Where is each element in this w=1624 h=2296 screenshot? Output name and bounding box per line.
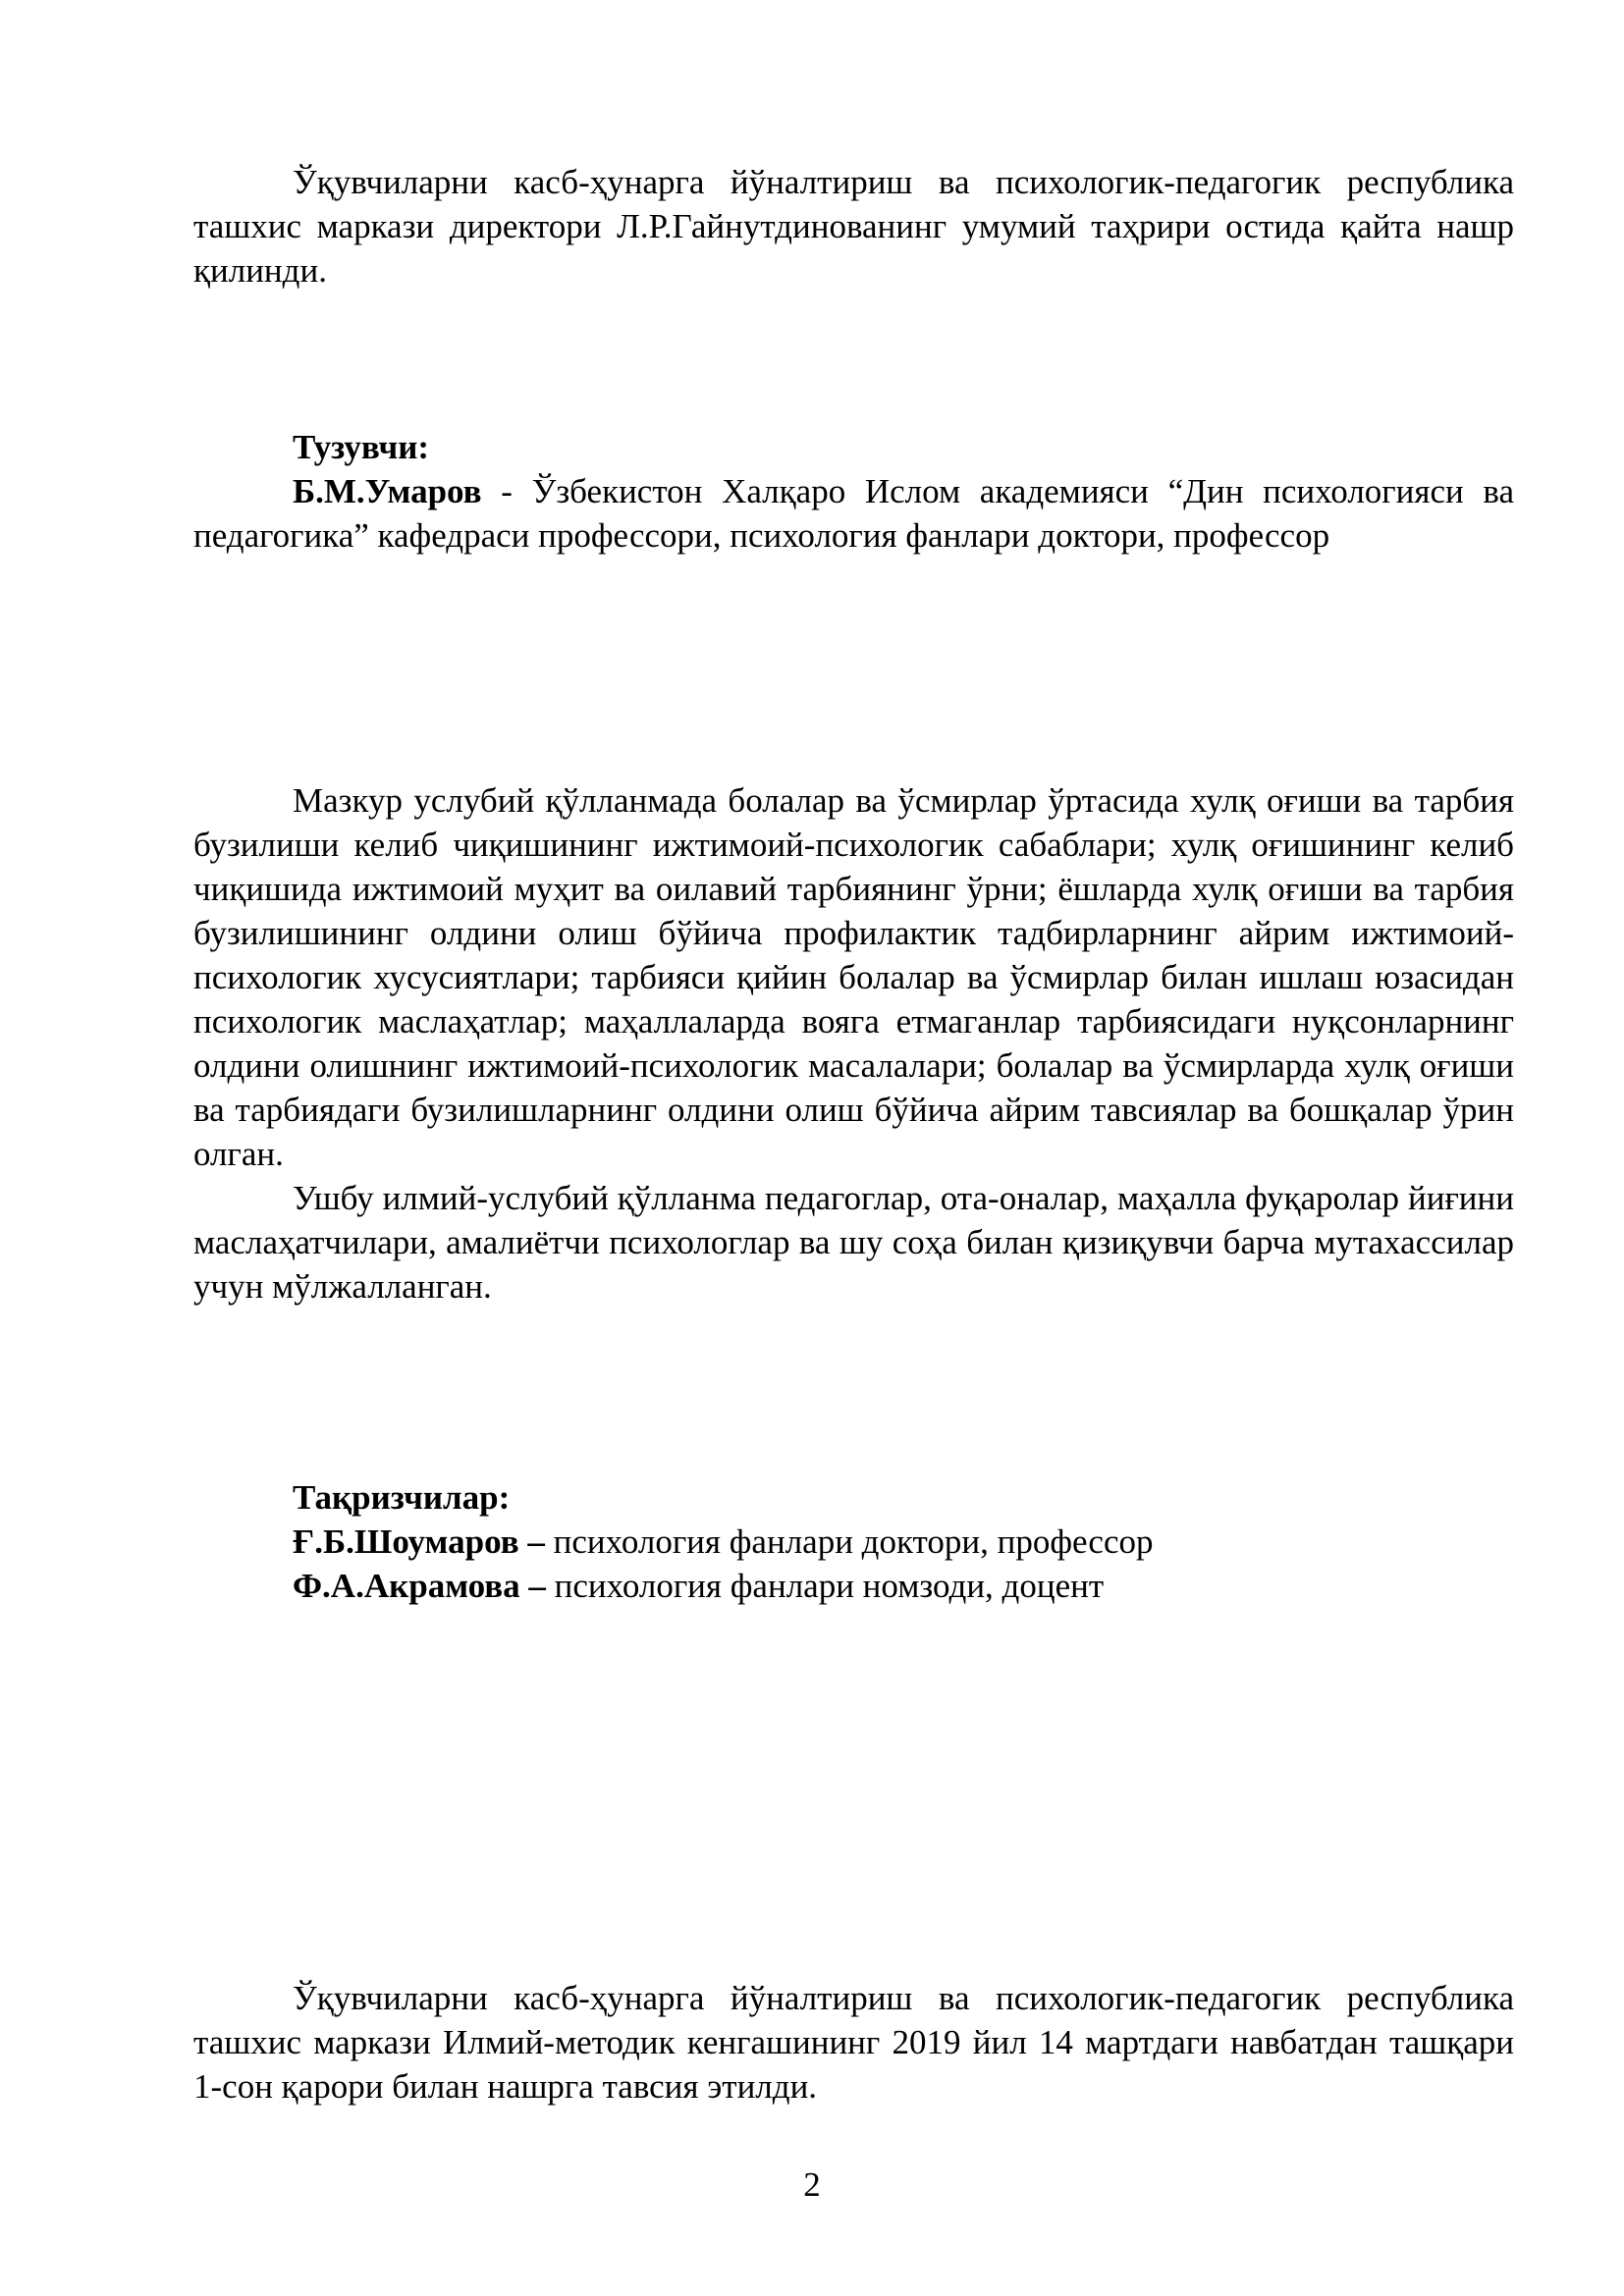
reviewer-name: Ф.А.Акрамова –: [293, 1567, 546, 1605]
abstract-paragraph-2: Ушбу илмий-услубий қўлланма педагоглар, ота-оналар, маҳалла фуқаролар йиғини маслаҳатчилари, амалиётчи психологлар ва шу соҳа билан қизиқувчи барча мутахассилар учун мўлжалланган.: [193, 1179, 1514, 1306]
reviewer-name: Ғ.Б.Шоумаров –: [293, 1522, 545, 1561]
reviewers-section: [193, 1475, 1613, 1608]
compiler-name: Б.М.Умаров: [293, 472, 482, 510]
reviewer-entry: [293, 1520, 1613, 1564]
reviewers-heading: Тақризчилар:: [293, 1478, 511, 1517]
compiler-section: [193, 425, 1514, 558]
compiler-heading: Тузувчи:: [293, 428, 430, 466]
reviewer-entry: [293, 1564, 1613, 1608]
reviewer-role: психология фанлари номзоди, доцент: [545, 1567, 1105, 1605]
intro-paragraph: Ўқувчиларни касб-ҳунарга йўналтириш ва психологик-педагогик республика ташхис маркази директори Л.Р.Гайнутдинованинг умумий таҳрири остида қайта нашр қилинди.: [193, 163, 1514, 290]
abstract-section: [193, 778, 1514, 1308]
recommendation-paragraph: Ўқувчиларни касб-ҳунарга йўналтириш ва психологик-педагогик республика ташхис маркази Илмий-методик кенгашининг 2019 йил 14 мартдаги навбатдан ташқари 1-сон қарори билан нашрга тавсия этилди.: [193, 1979, 1514, 2106]
page-number: 2: [803, 2165, 821, 2204]
abstract-paragraph-1: Мазкур услубий қўлланмада болалар ва ўсмирлар ўртасида хулқ оғиши ва тарбия бузилиши келиб чиқишининг ижтимоий-психологик сабаблари; хулқ оғишининг келиб чиқишида ижтимоий муҳит ва оилавий тарбиянинг ўрни; ёшларда хулқ оғиши ва тарбия бузилишининг олдини олиш бўйича профилактик тадбирларнинг айрим ижтимоий-психологик хусусиятлари; тарбияси қийин болалар ва ўсмирлар билан ишлаш юзасидан психологик маслаҳатлар; маҳаллаларда вояга етмаганлар тарбиясидаги нуқсонларнинг олдини олишнинг ижтимоий-психологик масалалари; болалар ва ўсмирларда хулқ оғиши ва тарбиядаги бузилишларнинг олдини олиш бўйича айрим тавсиялар ва бошқалар ўрин олган.: [193, 781, 1514, 1173]
reviewer-role: психология фанлари доктори, профессор: [544, 1522, 1154, 1561]
compiler-description: - Ўзбекистон Халқаро Ислом академияси “Дин психологияси ва педагогика” кафедраси профессори, психология фанлари доктори, профессор: [193, 472, 1514, 555]
compiler-entry: [193, 469, 1514, 558]
